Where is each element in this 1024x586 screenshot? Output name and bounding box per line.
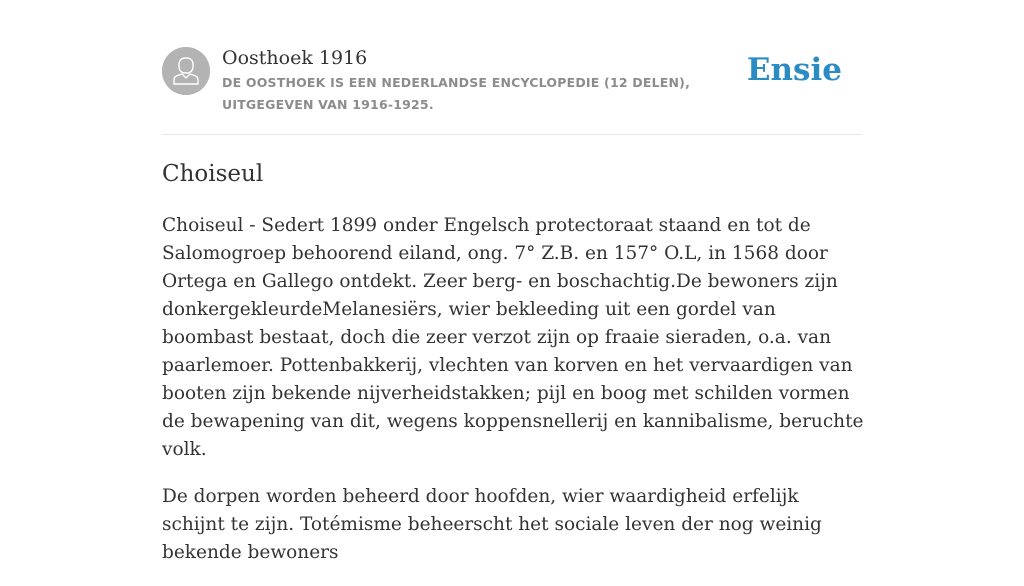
brand-logo[interactable]: Ensie	[746, 52, 842, 88]
author-avatar[interactable]	[162, 47, 210, 95]
page-container	[162, 0, 864, 563]
article-title: Choiseul	[162, 161, 264, 187]
author-header	[162, 0, 862, 135]
article-content	[162, 212, 867, 586]
user-avatar-icon	[162, 47, 210, 95]
author-name[interactable]: Oosthoek 1916	[222, 47, 368, 69]
author-description: DE OOSTHOEK IS EEN NEDERLANDSE ENCYCLOPEDIE (12 DELEN), UITGEGEVEN VAN 1916-1925.	[222, 75, 691, 112]
article-paragraph: De dorpen worden beheerd door hoofden, wier waardigheid erfelijk schijnt te zijn. Totémisme beheerscht het sociale leven der nog weinig bekende bewoners	[162, 486, 822, 563]
article-paragraph: Choiseul - Sedert 1899 onder Engelsch protectoraat staand en tot de Salomogroep behoorend eiland, ong. 7° Z.B. en 157° O.L, in 1568 door Ortega en Gallego ontdekt. Zeer berg- en boschachtig.De bewoners zijn donkergekleurdeMelanesiërs, wier bekleeding uit een gordel van boombast bestaat, doch die zeer verzot zijn op fraaie sieraden, o.a. van paarlemoer. Pottenbakkerij, vlechten van korven en het vervaardigen van booten zijn bekende nijverheidstakken; pijl en boog met schilden vormen de bewapening van dit, wegens koppensnellerij en kannibalisme, beruchte volk.	[162, 215, 864, 460]
